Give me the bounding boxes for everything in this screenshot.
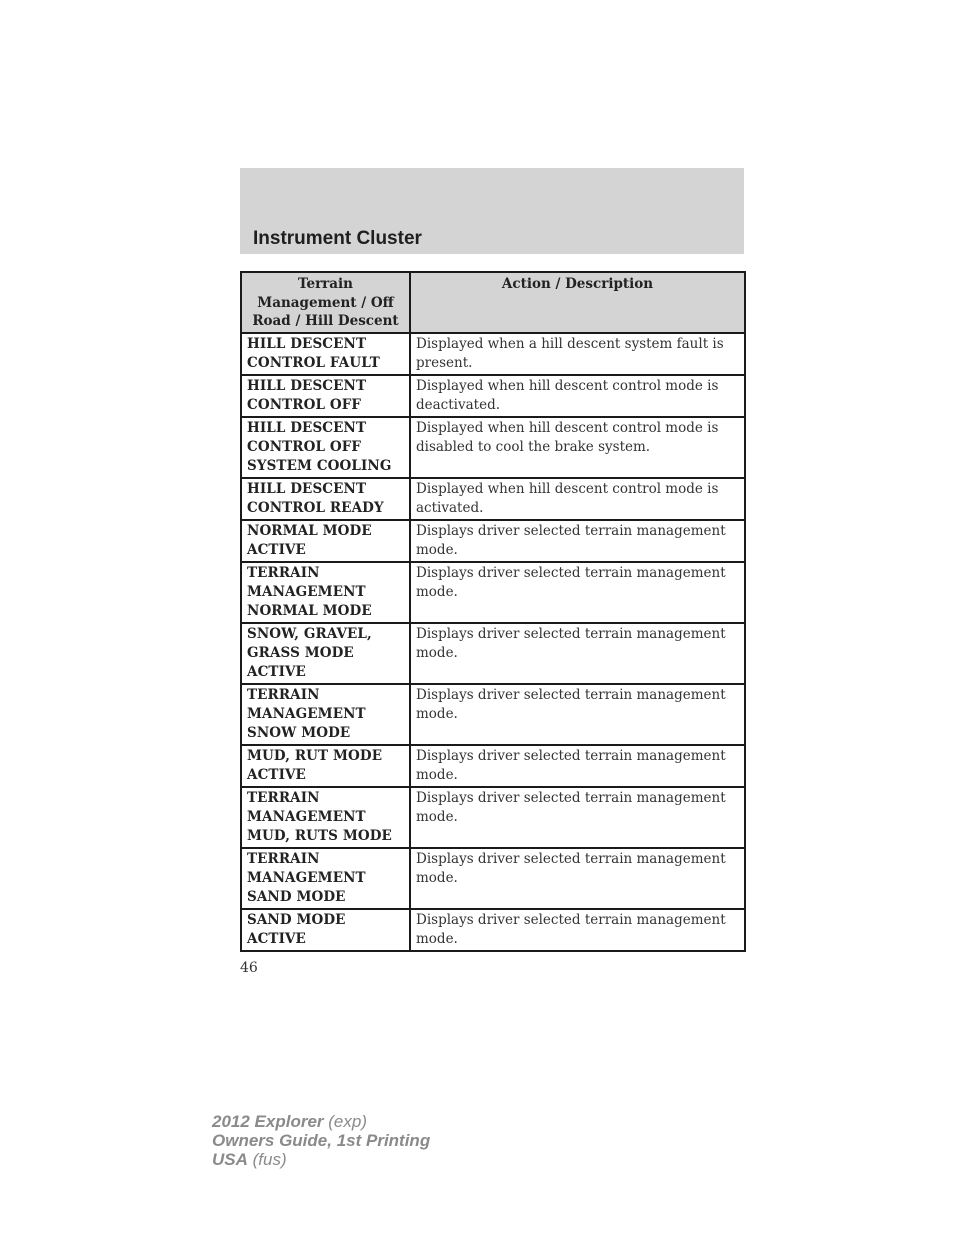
table-row: [241, 333, 745, 375]
table-row: [241, 745, 745, 787]
footer-line-1: [212, 1112, 430, 1131]
message-cell: TERRAIN MANAGEMENT SNOW MODE: [241, 684, 410, 745]
column-header-description: Action / Description: [410, 272, 745, 333]
table-row: [241, 375, 745, 417]
table-row: [241, 684, 745, 745]
message-cell: TERRAIN MANAGEMENT SAND MODE: [241, 848, 410, 909]
table-row: [241, 787, 745, 848]
table-row: [241, 520, 745, 562]
message-cell: SNOW, GRAVEL, GRASS MODE ACTIVE: [241, 623, 410, 684]
message-cell: HILL DESCENT CONTROL FAULT: [241, 333, 410, 375]
table-header-row: [241, 272, 745, 333]
terrain-message-table: [240, 271, 746, 952]
message-cell: MUD, RUT MODE ACTIVE: [241, 745, 410, 787]
footer-market-code: (fus): [252, 1150, 287, 1169]
description-cell: Displays driver selected terrain management mode.: [410, 520, 745, 562]
description-cell: Displays driver selected terrain management mode.: [410, 684, 745, 745]
section-title: Instrument Cluster: [253, 228, 422, 249]
message-cell: TERRAIN MANAGEMENT MUD, RUTS MODE: [241, 787, 410, 848]
description-cell: Displays driver selected terrain management mode.: [410, 562, 745, 623]
description-cell: Displayed when hill descent control mode is activated.: [410, 478, 745, 520]
message-cell: HILL DESCENT CONTROL OFF: [241, 375, 410, 417]
message-cell: HILL DESCENT CONTROL READY: [241, 478, 410, 520]
table-row: [241, 623, 745, 684]
description-cell: Displayed when hill descent control mode is deactivated.: [410, 375, 745, 417]
message-cell: NORMAL MODE ACTIVE: [241, 520, 410, 562]
message-cell: SAND MODE ACTIVE: [241, 909, 410, 951]
page-number: 46: [240, 960, 258, 976]
description-cell: Displayed when a hill descent system fault is present.: [410, 333, 745, 375]
footer-line-3: [212, 1150, 430, 1169]
footer-market: USA: [212, 1150, 248, 1169]
table-row: [241, 909, 745, 951]
description-cell: Displays driver selected terrain management mode.: [410, 623, 745, 684]
table-row: [241, 478, 745, 520]
table-row: [241, 848, 745, 909]
description-cell: Displays driver selected terrain management mode.: [410, 745, 745, 787]
column-header-message: Terrain Management / Off Road / Hill Descent: [241, 272, 410, 333]
description-cell: Displays driver selected terrain management mode.: [410, 909, 745, 951]
document-footer: [212, 1112, 430, 1169]
section-header-band: [240, 168, 744, 254]
message-cell: TERRAIN MANAGEMENT NORMAL MODE: [241, 562, 410, 623]
footer-guide-edition: Owners Guide, 1st Printing: [212, 1131, 431, 1150]
description-cell: Displayed when hill descent control mode is disabled to cool the brake system.: [410, 417, 745, 478]
table-row: [241, 562, 745, 623]
description-cell: Displays driver selected terrain management mode.: [410, 787, 745, 848]
description-cell: Displays driver selected terrain management mode.: [410, 848, 745, 909]
table-row: [241, 417, 745, 478]
footer-model: 2012 Explorer: [212, 1112, 324, 1131]
footer-line-2: [212, 1131, 430, 1150]
footer-model-code: (exp): [328, 1112, 367, 1131]
message-cell: HILL DESCENT CONTROL OFF SYSTEM COOLING: [241, 417, 410, 478]
